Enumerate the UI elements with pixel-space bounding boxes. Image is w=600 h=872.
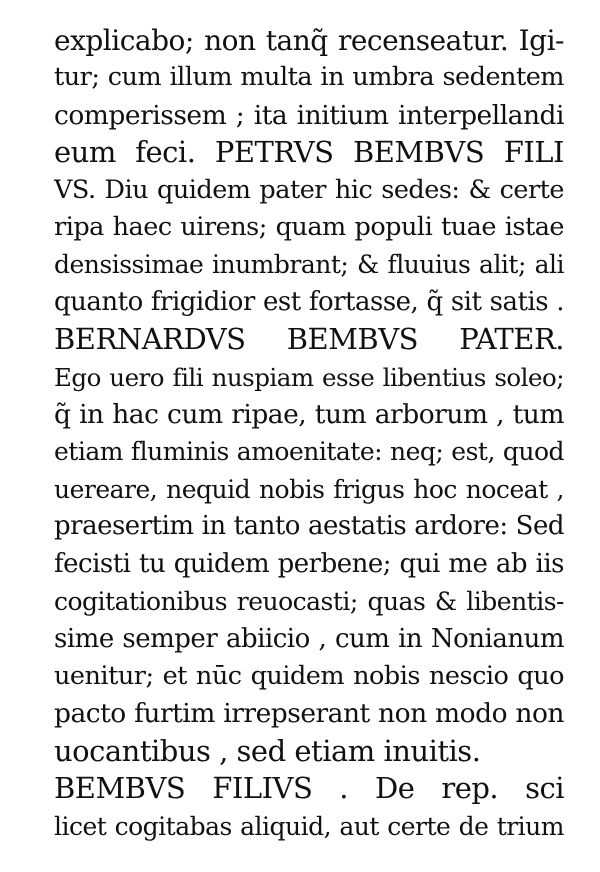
text-line: eum feci. PETRVS BEMBVS FILI xyxy=(54,135,564,170)
text-line: sime semper abiicio , cum in Nonianum xyxy=(54,623,564,654)
text-line: comperissem ; ita initium interpellandi xyxy=(54,99,564,131)
speaker-heading: BERNARDVS BEMBVS PATER. xyxy=(54,322,564,357)
text-line: tur; cum illum multa in umbra sedentem xyxy=(54,62,564,93)
text-line: etiam fluminis amoenitate: neq; est, quod xyxy=(54,437,564,467)
text-line: Ego uero fili nuspiam esse libentius soleo; xyxy=(54,362,564,392)
text-line: ripa haec uirens; quam populi tuae istae xyxy=(54,212,564,243)
speaker-heading: BEMBVS FILIVS . De rep. sci xyxy=(54,771,564,806)
text-line: explicabo; non tanq̃ recenseatur. Igi- xyxy=(54,24,564,57)
text-line: praesertim in tanto aestatis ardore: Sed xyxy=(54,511,564,542)
text-line: VS. Diu quidem pater hic sedes: & certe xyxy=(54,174,564,205)
text-line: q̃ in hac cum ripae, tum arborum , tum xyxy=(54,399,564,431)
text-line: densissimae inumbrant; & fluuius alit; ali xyxy=(54,250,564,280)
text-line: licet cogitabas aliquid, aut certe de trium xyxy=(54,811,564,841)
text-line: uenitur; et nūc quidem nobis nescio quo xyxy=(54,660,564,691)
document-page xyxy=(54,22,564,845)
text-line: fecisti tu quidem perbene; qui me ab iis xyxy=(54,548,564,579)
text-line: quanto frigidior est fortasse, q̃ sit satis . xyxy=(54,286,564,317)
text-line: cogitationibus reuocasti; quas & libentis- xyxy=(54,587,564,617)
text-line: uereare, nequid nobis frigus hoc noceat , xyxy=(54,474,564,504)
text-line: pacto furtim irrepserant non modo non xyxy=(54,698,564,730)
text-line: uocantibus , sed etiam inuitis. xyxy=(54,733,481,768)
